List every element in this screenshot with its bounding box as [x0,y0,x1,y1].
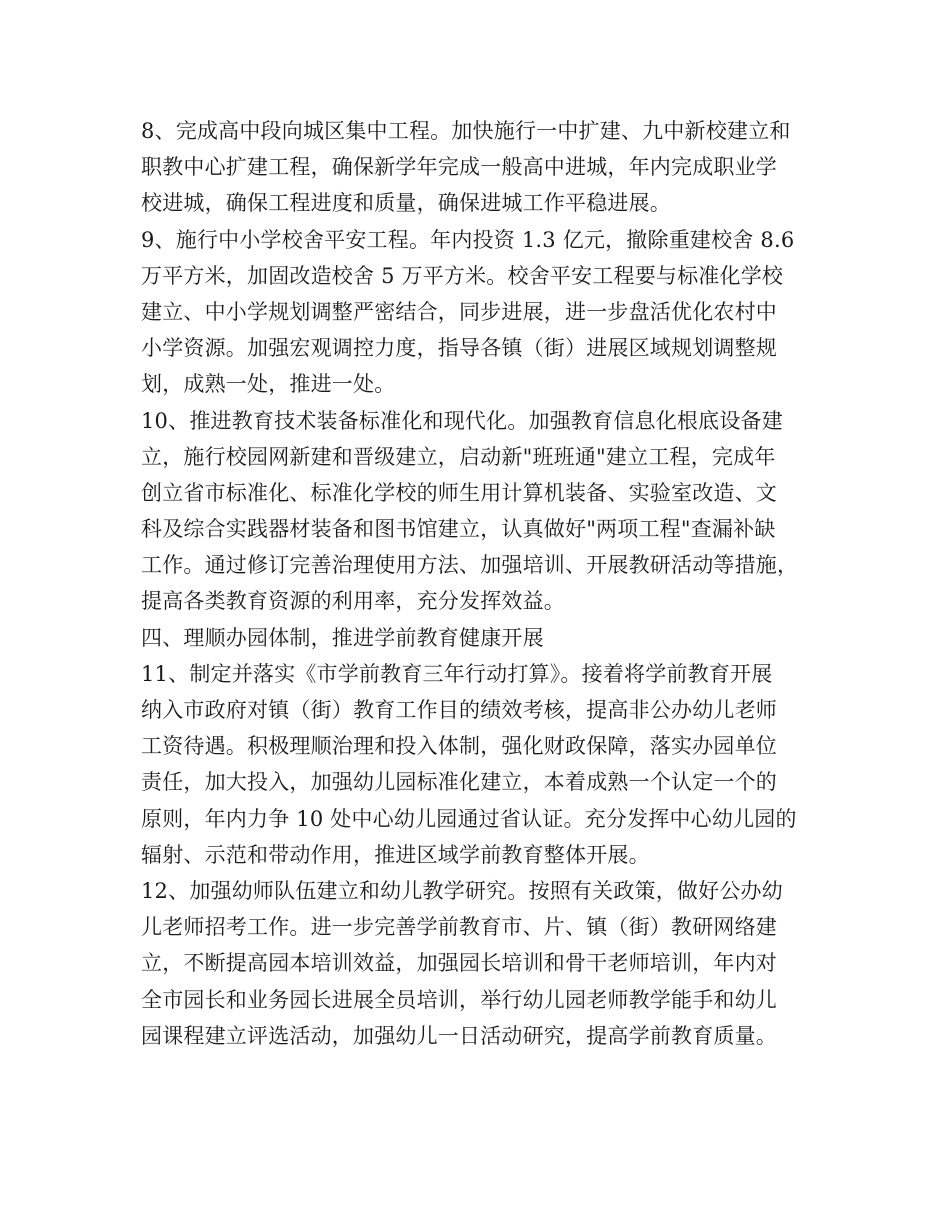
text-line: 11、制定并落实《市学前教育三年行动打算》。接着将学前教育开展 [141,661,773,686]
text-line: 全市园长和业务园长进展全员培训，举行幼儿园老师教学能手和幼儿 [141,987,777,1012]
text-line: 儿老师招考工作。进一步完善学前教育市、片、镇（街）教研网络建 [141,915,777,940]
text-line: 9、施行中小学校舍平安工程。年内投资 1.3 亿元，撤除重建校舍 8.6 [141,227,795,252]
text-line: 建立、中小学规划调整严密结合，同步进展，进一步盘活优化农村中 [141,299,777,324]
text-line: 划，成熟一处，推进一处。 [141,372,396,397]
text-line: 原则，年内力争 10 处中心幼儿园通过省认证。充分发挥中心幼儿园的 [141,806,797,831]
text-line: 12、加强幼师队伍建立和幼儿教学研究。按照有关政策，做好公办幼 [141,878,783,903]
document-body [141,113,821,1054]
text-line: 立，不断提高园本培训效益，加强园长培训和骨干老师培训，年内对 [141,951,777,976]
text-line: 校进城，确保工程进度和质量，确保进城工作平稳进展。 [141,191,671,216]
text-line: 科及综合实践器材装备和图书馆建立，认真做好"两项工程"查漏补缺 [141,517,776,542]
text-line: 园课程建立评选活动，加强幼儿一日活动研究，提高学前教育质量。 [141,1023,777,1048]
text-line: 万平方米，加固改造校舍 5 万平方米。校舍平安工程要与标准化学校 [141,263,784,288]
text-line: 8、完成高中段向城区集中工程。加快施行一中扩建、九中新校建立和 [141,119,791,143]
text-line: 创立省市标准化、标准化学校的师生用计算机装备、实验室改造、文 [141,480,777,505]
text-line: 辐射、示范和带动作用，推进区域学前教育整体开展。 [141,842,650,867]
text-line: 10、推进教育技术装备标准化和现代化。加强教育信息化根底设备建 [141,408,783,433]
text-line: 工作。通过修订完善治理使用方法、加强培训、开展教研活动等措施， [141,553,799,578]
text-line: 提高各类教育资源的利用率，充分发挥效益。 [141,589,565,614]
text-line: 立，施行校园网新建和晋级建立，启动新"班班通"建立工程，完成年 [141,444,776,469]
text-line: 工资待遇。积极理顺治理和投入体制，强化财政保障，落实办园单位 [141,734,777,759]
text-line: 职教中心扩建工程，确保新学年完成一般高中进城，年内完成职业学 [141,155,777,180]
text-line: 责任，加大投入，加强幼儿园标准化建立，本着成熟一个认定一个的 [141,770,777,795]
text-line: 纳入市政府对镇（街）教育工作目的绩效考核，提高非公办幼儿老师 [141,698,777,722]
text-line: 小学资源。加强宏观调控力度，指导各镇（街）进展区域规划调整规 [141,336,777,361]
section-heading: 四、理顺办园体制，推进学前教育健康开展 [141,625,544,650]
